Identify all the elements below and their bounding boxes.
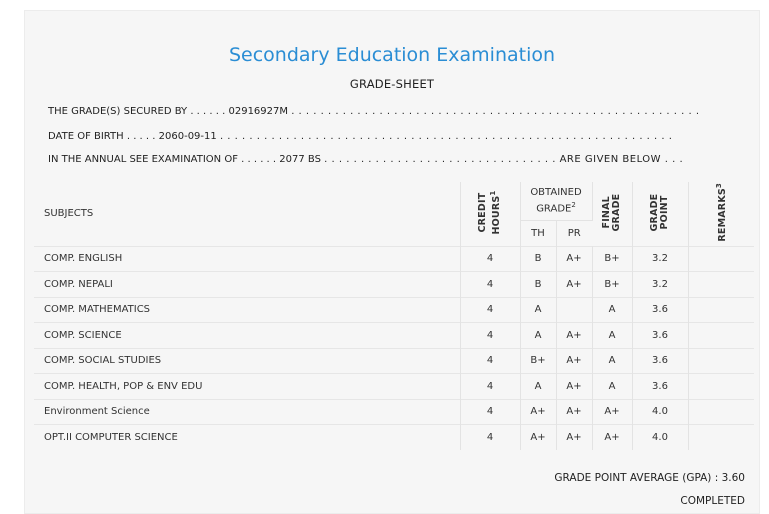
final-grade: A+: [592, 399, 632, 425]
info-dots: . . . . . . . . . . . . . . . . . . . . . . . . . . . . . . . . . . . . . . . . . . . . . . . . . . . . . . . .: [291, 106, 700, 117]
header-final-grade: FINAL GRADE: [592, 182, 632, 246]
info-label: DATE OF BIRTH . . . . .: [48, 131, 156, 142]
grade-point: 3.6: [632, 374, 688, 400]
credit-hours: 4: [460, 297, 520, 323]
subject-name: OPT.II COMPUTER SCIENCE: [34, 425, 460, 451]
subject-name: COMP. ENGLISH: [34, 246, 460, 272]
grade-pr: A+: [556, 348, 592, 374]
credit-hours: 4: [460, 246, 520, 272]
remarks: [688, 399, 754, 425]
info-dots: . . . . . . . . . . . . . . . . . . . . . . . . . . . . . . . . . . . . . . . . . . . . . . . . . . . . . . . . . . . . . .: [219, 131, 673, 142]
credit-hours: 4: [460, 348, 520, 374]
grade-pr: A+: [556, 272, 592, 298]
header-subjects: SUBJECTS: [34, 182, 460, 246]
final-grade: A: [592, 348, 632, 374]
remarks: [688, 246, 754, 272]
grade-point: 3.6: [632, 323, 688, 349]
credit-hours: 4: [460, 323, 520, 349]
table-row: [34, 297, 754, 323]
grade-pr: A+: [556, 323, 592, 349]
grade-th: A: [520, 374, 556, 400]
grade-point: 3.2: [632, 272, 688, 298]
grade-point: 4.0: [632, 425, 688, 451]
page-subtitle: GRADE-SHEET: [349, 77, 435, 91]
final-grade: B+: [592, 246, 632, 272]
grade-th: A+: [520, 425, 556, 451]
grade-th: B: [520, 246, 556, 272]
info-label: THE GRADE(S) SECURED BY . . . . . .: [48, 106, 226, 117]
subject-name: COMP. SCIENCE: [34, 323, 460, 349]
credit-hours: 4: [460, 399, 520, 425]
table-row: [34, 374, 754, 400]
final-grade: A: [592, 297, 632, 323]
subject-name: COMP. HEALTH, POP & ENV EDU: [34, 374, 460, 400]
subject-name: Environment Science: [34, 399, 460, 425]
remarks: [688, 425, 754, 451]
table-row: [34, 399, 754, 425]
subject-name: COMP. NEPALI: [34, 272, 460, 298]
info-date-of-birth: [48, 131, 672, 142]
remarks: [688, 272, 754, 298]
symbol-number: 02916927M: [228, 106, 289, 117]
table-row: [34, 425, 754, 451]
header-th: TH: [520, 220, 556, 246]
header-remarks: REMARKS$^3$: [715, 182, 729, 242]
grade-pr: [556, 297, 592, 323]
remarks: [688, 297, 754, 323]
credit-hours: 4: [460, 425, 520, 451]
header-obtained-grade: OBTAINED GRADE$^2$: [520, 182, 592, 220]
header-pr: PR: [556, 220, 592, 246]
credit-hours: 4: [460, 374, 520, 400]
final-grade: A+: [592, 425, 632, 451]
credit-hours: 4: [460, 272, 520, 298]
table-row: [34, 323, 754, 349]
date-of-birth: 2060-09-11: [158, 131, 217, 142]
header-grade-point: GRADE POINT: [632, 182, 688, 246]
grades-table: [34, 182, 754, 450]
exam-year: 2077 BS: [279, 154, 321, 165]
grade-th: A+: [520, 399, 556, 425]
remarks: [688, 348, 754, 374]
subject-name: COMP. MATHEMATICS: [34, 297, 460, 323]
info-exam-year: [48, 154, 683, 165]
subject-name: COMP. SOCIAL STUDIES: [34, 348, 460, 374]
grade-th: A: [520, 323, 556, 349]
grade-pr: A+: [556, 246, 592, 272]
table-row: [34, 246, 754, 272]
grade-pr: A+: [556, 399, 592, 425]
table-row: [34, 272, 754, 298]
final-grade: A: [592, 374, 632, 400]
grade-sheet: [24, 10, 760, 514]
final-grade: B+: [592, 272, 632, 298]
info-grade-secured-by: [48, 106, 700, 117]
final-grade: A: [592, 323, 632, 349]
page-title: Secondary Education Examination: [228, 44, 556, 66]
grade-point: 3.2: [632, 246, 688, 272]
remarks: [688, 374, 754, 400]
result-status: COMPLETED: [680, 495, 745, 507]
table-row: [34, 348, 754, 374]
grade-pr: A+: [556, 374, 592, 400]
grade-th: A: [520, 297, 556, 323]
header-credit-hours: CREDIT HOURS$^1$: [460, 182, 520, 246]
grade-point: 3.6: [632, 297, 688, 323]
grade-point: 4.0: [632, 399, 688, 425]
grade-point: 3.6: [632, 348, 688, 374]
grade-th: B: [520, 272, 556, 298]
gpa-summary: GRADE POINT AVERAGE (GPA) : 3.60: [554, 472, 745, 484]
info-label: IN THE ANNUAL SEE EXAMINATION OF . . . . . .: [48, 154, 277, 165]
info-dots: . . . . . . . . . . . . . . . . . . . . . . . . . . . . . . . . ARE GIVEN BELOW . . .: [324, 154, 684, 165]
grade-th: B+: [520, 348, 556, 374]
remarks: [688, 323, 754, 349]
grade-pr: A+: [556, 425, 592, 451]
